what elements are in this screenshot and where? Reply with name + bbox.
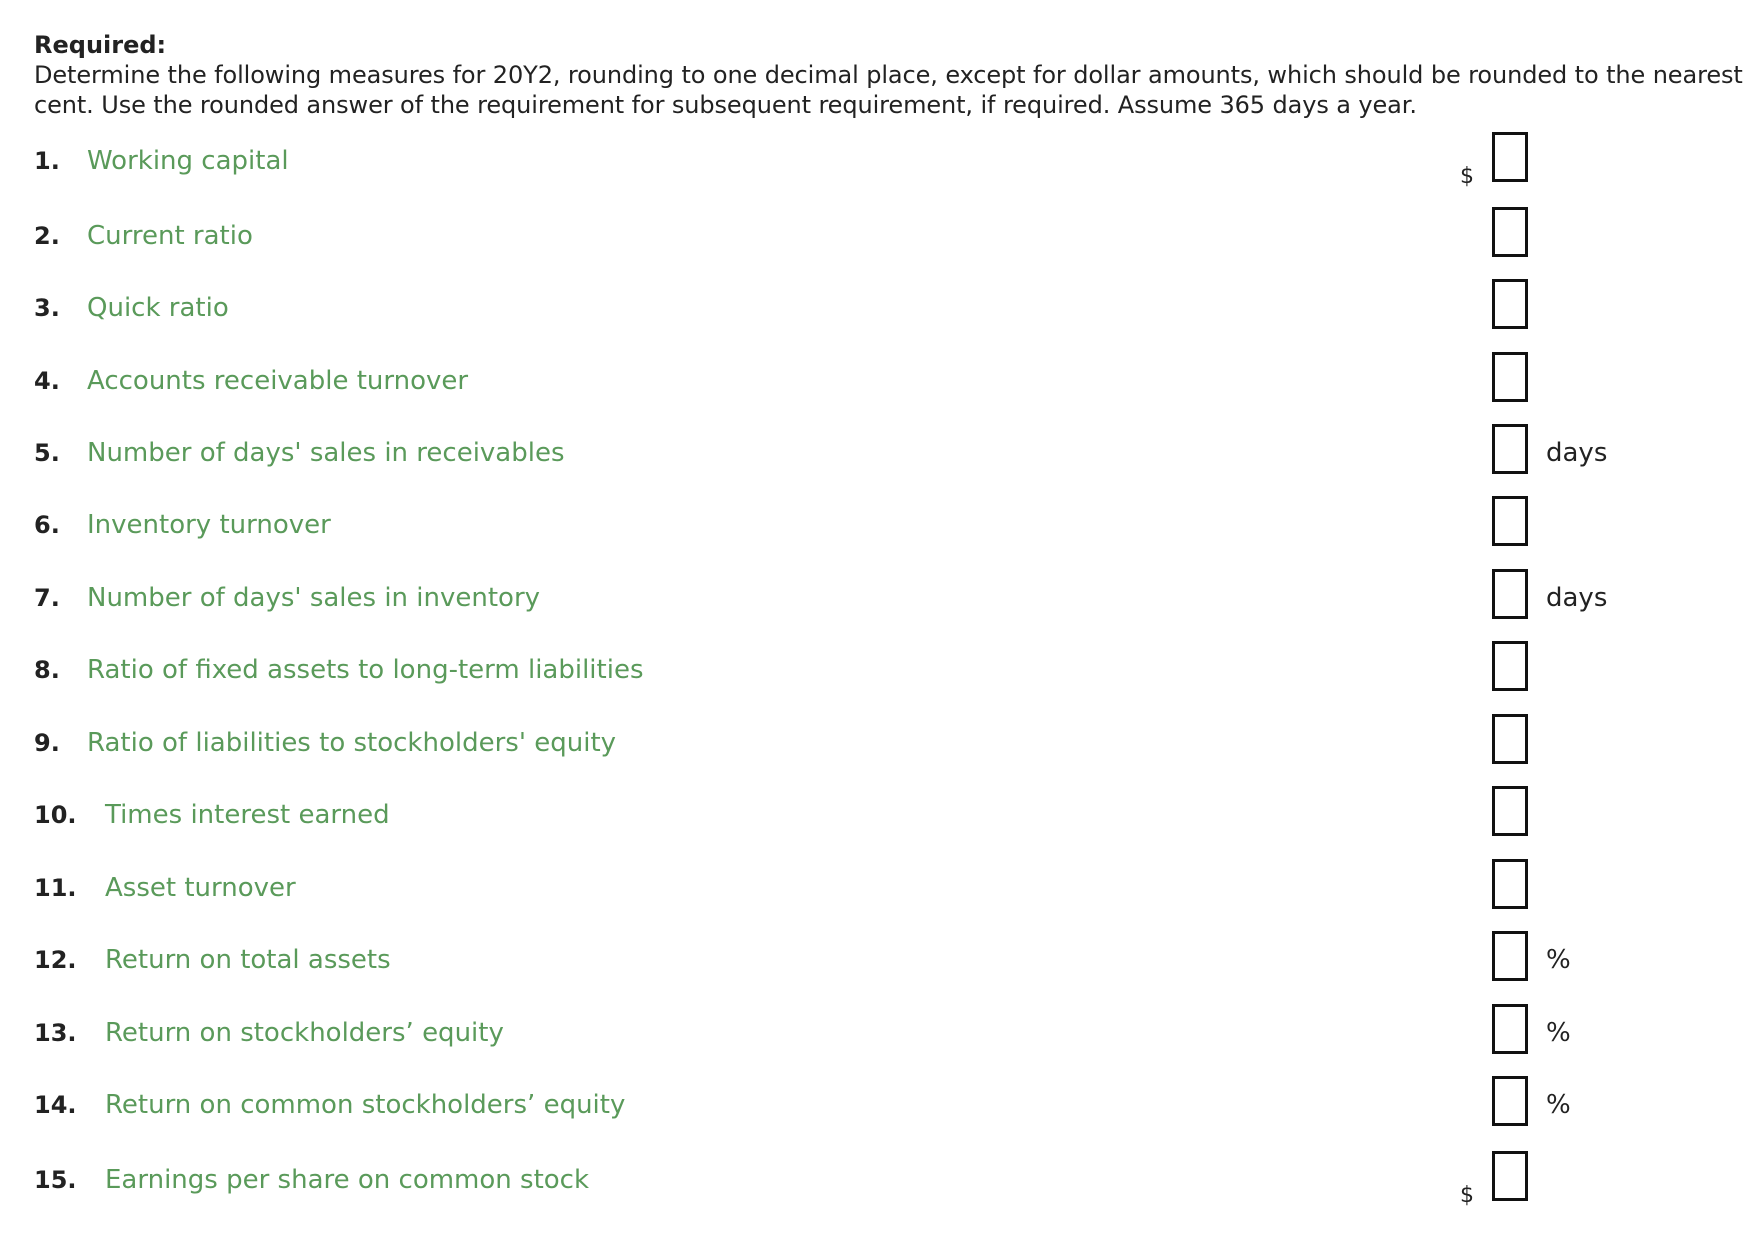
- measure-item-10: [34, 800, 1714, 854]
- item-label-fixed-assets-to-liabilities: Ratio of fixed assets to long-term liabilities: [87, 655, 644, 685]
- item-label-days-sales-inventory: Number of days' sales in inventory: [87, 583, 541, 613]
- item-number: 2.: [34, 222, 60, 250]
- measure-item-7: [34, 583, 1714, 637]
- item-label-return-on-common-equity: Return on common stockholders’ equity: [105, 1090, 626, 1120]
- item-number: 12.: [34, 946, 77, 974]
- item-label-inventory-turnover: Inventory turnover: [87, 510, 331, 540]
- measure-item-3: [34, 293, 1714, 347]
- item-label-liabilities-to-equity: Ratio of liabilities to stockholders' equity: [87, 728, 617, 758]
- answer-input-return-on-total-assets[interactable]: [1492, 931, 1528, 981]
- item-label-current-ratio: Current ratio: [87, 221, 253, 251]
- answer-input-times-interest-earned[interactable]: [1492, 786, 1528, 836]
- answer-input-return-on-common-equity[interactable]: [1492, 1076, 1528, 1126]
- percent-suffix: %: [1546, 1090, 1571, 1120]
- item-number: 1.: [34, 147, 60, 175]
- item-label-accounts-receivable-turnover: Accounts receivable turnover: [87, 366, 469, 396]
- item-label-return-on-total-assets: Return on total assets: [105, 945, 391, 975]
- measure-item-1: [34, 146, 1714, 200]
- answer-input-current-ratio[interactable]: [1492, 207, 1528, 257]
- answer-input-working-capital[interactable]: [1492, 132, 1528, 182]
- requirements-header: [34, 30, 1744, 120]
- item-number: 4.: [34, 367, 60, 395]
- measure-item-12: [34, 945, 1714, 999]
- item-number: 3.: [34, 294, 60, 322]
- item-number: 15.: [34, 1166, 77, 1194]
- dollar-prefix: $: [1460, 164, 1474, 189]
- days-suffix: days: [1546, 583, 1608, 613]
- measure-item-8: [34, 655, 1714, 709]
- days-suffix: days: [1546, 438, 1608, 468]
- item-label-working-capital: Working capital: [87, 146, 289, 176]
- measure-item-2: [34, 221, 1714, 275]
- item-label-asset-turnover: Asset turnover: [105, 873, 296, 903]
- measure-item-9: [34, 728, 1714, 782]
- item-label-return-on-stockholders-equity: Return on stockholders’ equity: [105, 1018, 504, 1048]
- item-number: 11.: [34, 874, 77, 902]
- measure-item-13: [34, 1018, 1714, 1072]
- instructions-text: Determine the following measures for 20Y2, rounding to one decimal place, except for dollar amounts, which should be rounded to the nearest cent. Use the rounded answer of the requirement for subsequent requirement, if required. Assume 365 days a year.: [34, 61, 1743, 119]
- item-number: 14.: [34, 1091, 77, 1119]
- measure-item-6: [34, 510, 1714, 564]
- measure-item-4: [34, 366, 1714, 420]
- answer-input-asset-turnover[interactable]: [1492, 859, 1528, 909]
- answer-input-quick-ratio[interactable]: [1492, 279, 1528, 329]
- item-number: 7.: [34, 584, 60, 612]
- item-label-earnings-per-share: Earnings per share on common stock: [105, 1165, 590, 1195]
- answer-input-fixed-assets-to-liabilities[interactable]: [1492, 641, 1528, 691]
- item-label-days-sales-receivables: Number of days' sales in receivables: [87, 438, 565, 468]
- answer-input-return-on-stockholders-equity[interactable]: [1492, 1004, 1528, 1054]
- answer-input-liabilities-to-equity[interactable]: [1492, 714, 1528, 764]
- item-number: 8.: [34, 656, 60, 684]
- answer-input-inventory-turnover[interactable]: [1492, 496, 1528, 546]
- measure-item-14: [34, 1090, 1714, 1144]
- measure-item-5: [34, 438, 1714, 492]
- answer-input-days-sales-receivables[interactable]: [1492, 424, 1528, 474]
- item-number: 9.: [34, 729, 60, 757]
- measure-item-15: [34, 1165, 1714, 1219]
- item-label-quick-ratio: Quick ratio: [87, 293, 229, 323]
- percent-suffix: %: [1546, 945, 1571, 975]
- answer-input-earnings-per-share[interactable]: [1492, 1151, 1528, 1201]
- required-heading: Required:: [34, 31, 167, 59]
- percent-suffix: %: [1546, 1018, 1571, 1048]
- answer-input-days-sales-inventory[interactable]: [1492, 569, 1528, 619]
- item-label-times-interest-earned: Times interest earned: [105, 800, 390, 830]
- answer-input-accounts-receivable-turnover[interactable]: [1492, 352, 1528, 402]
- item-number: 6.: [34, 511, 60, 539]
- measure-item-11: [34, 873, 1714, 927]
- item-number: 10.: [34, 801, 77, 829]
- item-number: 5.: [34, 439, 60, 467]
- item-number: 13.: [34, 1019, 77, 1047]
- dollar-prefix: $: [1460, 1183, 1474, 1208]
